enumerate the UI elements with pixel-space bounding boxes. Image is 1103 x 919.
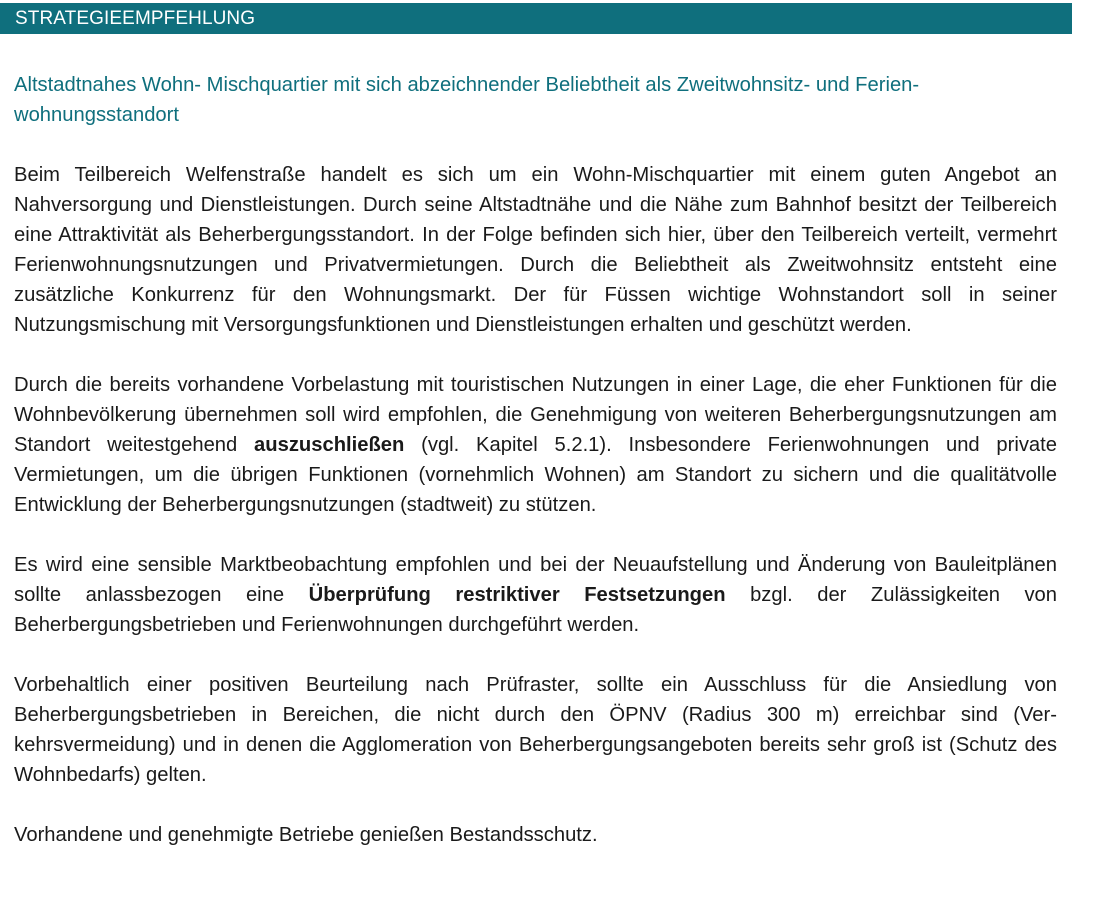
document-body (14, 70, 1057, 850)
paragraph-1: Beim Teilbereich Welfenstraße handelt es sich um ein Wohn-Mischquartier mit einem guten Angebot an Nahversorgung und Dienstleistungen. Durch seine Altstadtnähe und die Nähe zum Bahnhof besitzt der Teilbereich eine Attraktivität als Beherbergungsstandort. In der Folge befinden sich hier, über den Teilbereich verteilt, vermehrt Ferienwohnungsnutzungen und Privatvermietungen. Durch die Beliebtheit als Zweitwohnsitz entsteht eine zusätzliche Konkurrenz für den Wohnungsmarkt. Der für Füssen wichtige Wohnstandort soll in seiner Nutzungsmischung mit Versorgungsfunktionen und Dienstleistungen erhalten und geschützt werden. (14, 164, 1057, 336)
paragraph-4: Vorbehaltlich einer positiven Beurteilung nach Prüfraster, sollte ein Ausschluss für die Ansiedlung von Beherbergungsbetrieben in Bereichen, die nicht durch den ÖPNV (Radius 300 m) erreichbar sind (Verkehrsvermeidung) und in denen die Agglomeration von Beherbergungsangeboten bereits sehr groß ist (Schutz des Wohnbedarfs) gelten. (14, 674, 1057, 786)
paragraph-3-text-start: Es wird eine sensible Marktbeobachtung empfohlen und bei der Neuaufstellung und Änderung von Bauleitplänen sollte anlassbezogen eine (14, 554, 1057, 606)
paragraph-2-emphasis: auszuschließen (254, 434, 405, 456)
paragraph-3-text-end: bzgl. der Zulässigkeiten von Beherbergungsbetrieben und Ferienwohnungen durchgeführt werden. (14, 584, 1058, 636)
paragraph-2-text-start: Durch die bereits vorhandene Vorbelastung mit touristischen Nutzungen in einer Lage, die eher Funktionen für die Wohnbevölkerung übernehmen soll wird empfohlen, die Genehmigung von weiteren Beherbergungsnutzungen am Standort weitestgehend (14, 374, 1057, 456)
paragraph-2 (14, 370, 1057, 520)
paragraph-5: Vorhandene und genehmigte Betriebe genießen Bestandsschutz. (14, 824, 598, 846)
section-title: STRATEGIEEMPFEHLUNG (15, 7, 256, 29)
section-header-bar (0, 3, 1072, 34)
paragraph-3 (14, 550, 1057, 640)
section-subtitle: Altstadtnahes Wohn- Mischquartier mit sich abzeichnender Beliebtheit als Zweitwohnsitz- und Ferienwohnungsstandort (14, 74, 920, 126)
paragraph-2-text-end: (vgl. Kapitel 5.2.1). Insbesondere Ferienwohnungen und private Vermietungen, um die übrigen Funktionen (vornehmlich Wohnen) am Standort zu sichern und die qualitätvolle Entwicklung der Beherbergungsnutzungen (stadtweit) zu stützen. (14, 434, 1057, 516)
paragraph-3-emphasis: Überprüfung restriktiver Festsetzungen (308, 584, 726, 606)
